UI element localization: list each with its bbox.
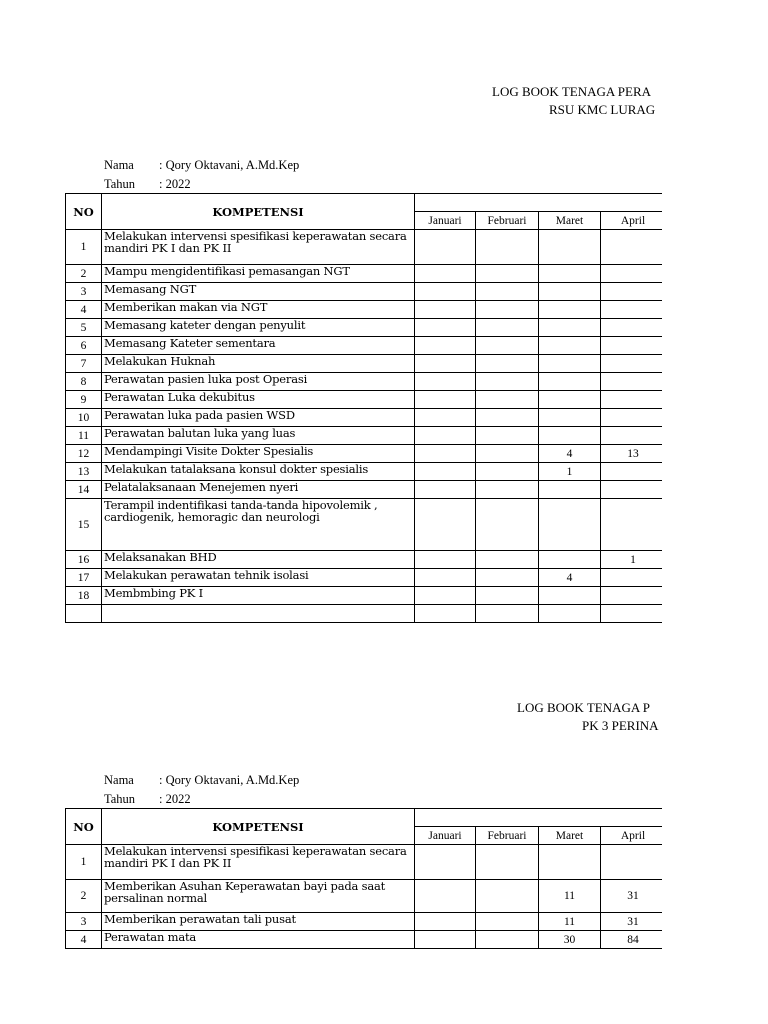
- value-cell-jan: [415, 845, 476, 880]
- section2-name-line: [104, 773, 299, 788]
- value-cell-feb: [476, 373, 539, 391]
- year-label: Tahun: [104, 177, 136, 191]
- row-number: 13: [66, 463, 102, 481]
- value-cell-jan: [415, 605, 476, 623]
- value-cell-mar: 11: [539, 913, 601, 931]
- table-row: [66, 337, 663, 355]
- table-row: [66, 283, 663, 301]
- header-month-jan: Januari: [415, 827, 476, 845]
- value-cell-mar: [539, 587, 601, 605]
- table-row: [66, 265, 663, 283]
- header-competency: KOMPETENSI: [102, 194, 415, 230]
- value-cell-jan: [415, 337, 476, 355]
- section1-year-line: [104, 177, 191, 192]
- value-cell-feb: [476, 409, 539, 427]
- value-cell-jan: [415, 499, 476, 551]
- value-cell-mar: 4: [539, 569, 601, 587]
- value-cell-mar: [539, 283, 601, 301]
- value-cell-apr: [601, 391, 663, 409]
- value-cell-mar: [539, 319, 601, 337]
- value-cell-jan: [415, 569, 476, 587]
- value-cell-feb: [476, 551, 539, 569]
- table-row: [66, 355, 663, 373]
- value-cell-mar: [539, 499, 601, 551]
- value-cell-feb: [476, 301, 539, 319]
- row-number: 16: [66, 551, 102, 569]
- competency-cell: Melaksanakan BHD: [102, 551, 415, 569]
- competency-cell: Melakukan intervensi spesifikasi keperawatan secara mandiri PK I dan PK II: [102, 230, 415, 265]
- row-number: 10: [66, 409, 102, 427]
- section1-title-line2: RSU KMC LURAG: [549, 102, 656, 117]
- row-number: [66, 605, 102, 623]
- competency-cell: Perawatan pasien luka post Operasi: [102, 373, 415, 391]
- competency-cell: Perawatan balutan luka yang luas: [102, 427, 415, 445]
- value-cell-apr: [601, 355, 663, 373]
- table-row: [66, 605, 663, 623]
- table-row: [66, 301, 663, 319]
- table-row: [66, 427, 663, 445]
- table-row: [66, 587, 663, 605]
- table-row: [66, 880, 663, 913]
- row-number: 9: [66, 391, 102, 409]
- value-cell-feb: [476, 391, 539, 409]
- value-cell-feb: [476, 499, 539, 551]
- section2-title-line2: PK 3 PERINA: [582, 718, 659, 733]
- value-cell-jan: [415, 391, 476, 409]
- value-cell-apr: [601, 499, 663, 551]
- competency-cell: [102, 605, 415, 623]
- competency-cell: Terampil indentifikasi tanda-tanda hipovolemik , cardiogenik, hemoragic dan neurologi: [102, 499, 415, 551]
- header-month-group: [415, 194, 663, 212]
- competency-cell: Mendampingi Visite Dokter Spesialis: [102, 445, 415, 463]
- logbook-table-2: [65, 808, 662, 949]
- year-value: : 2022: [159, 177, 191, 191]
- value-cell-jan: [415, 373, 476, 391]
- competency-cell: Memberikan makan via NGT: [102, 301, 415, 319]
- competency-cell: Memasang NGT: [102, 283, 415, 301]
- value-cell-feb: [476, 931, 539, 949]
- table-row: [66, 463, 663, 481]
- value-cell-apr: 13: [601, 445, 663, 463]
- value-cell-feb: [476, 463, 539, 481]
- header-month-feb: Februari: [476, 212, 539, 230]
- value-cell-feb: [476, 481, 539, 499]
- value-cell-feb: [476, 605, 539, 623]
- row-number: 18: [66, 587, 102, 605]
- value-cell-mar: [539, 337, 601, 355]
- value-cell-apr: [601, 230, 663, 265]
- header-competency: KOMPETENSI: [102, 809, 415, 845]
- value-cell-jan: [415, 230, 476, 265]
- value-cell-mar: [539, 605, 601, 623]
- row-number: 6: [66, 337, 102, 355]
- table-row: [66, 551, 663, 569]
- row-number: 4: [66, 301, 102, 319]
- value-cell-feb: [476, 355, 539, 373]
- value-cell-feb: [476, 319, 539, 337]
- competency-cell: Perawatan Luka dekubitus: [102, 391, 415, 409]
- row-number: 7: [66, 355, 102, 373]
- value-cell-mar: [539, 409, 601, 427]
- value-cell-apr: 31: [601, 913, 663, 931]
- section2-title-line1: LOG BOOK TENAGA P: [517, 700, 651, 715]
- header-no: NO: [66, 809, 102, 845]
- row-number: 2: [66, 265, 102, 283]
- value-cell-apr: [601, 845, 663, 880]
- value-cell-feb: [476, 913, 539, 931]
- value-cell-apr: [601, 373, 663, 391]
- row-number: 11: [66, 427, 102, 445]
- value-cell-jan: [415, 880, 476, 913]
- value-cell-mar: 1: [539, 463, 601, 481]
- value-cell-apr: 31: [601, 880, 663, 913]
- table-row: [66, 230, 663, 265]
- row-number: 1: [66, 230, 102, 265]
- value-cell-mar: [539, 845, 601, 880]
- value-cell-feb: [476, 337, 539, 355]
- value-cell-jan: [415, 587, 476, 605]
- header-month-mar: Maret: [539, 827, 601, 845]
- value-cell-mar: [539, 265, 601, 283]
- value-cell-apr: 84: [601, 931, 663, 949]
- value-cell-feb: [476, 845, 539, 880]
- value-cell-mar: [539, 230, 601, 265]
- value-cell-feb: [476, 265, 539, 283]
- value-cell-apr: [601, 605, 663, 623]
- value-cell-apr: [601, 569, 663, 587]
- row-number: 8: [66, 373, 102, 391]
- value-cell-jan: [415, 463, 476, 481]
- row-number: 4: [66, 931, 102, 949]
- table-row: [66, 931, 663, 949]
- value-cell-jan: [415, 319, 476, 337]
- value-cell-jan: [415, 445, 476, 463]
- value-cell-feb: [476, 445, 539, 463]
- value-cell-jan: [415, 427, 476, 445]
- year-value: : 2022: [159, 792, 191, 806]
- table-row: [66, 481, 663, 499]
- table-row: [66, 445, 663, 463]
- value-cell-jan: [415, 913, 476, 931]
- row-number: 3: [66, 913, 102, 931]
- row-number: 15: [66, 499, 102, 551]
- value-cell-feb: [476, 283, 539, 301]
- value-cell-feb: [476, 230, 539, 265]
- row-number: 14: [66, 481, 102, 499]
- value-cell-jan: [415, 931, 476, 949]
- competency-cell: Memberikan perawatan tali pusat: [102, 913, 415, 931]
- value-cell-jan: [415, 283, 476, 301]
- value-cell-apr: [601, 427, 663, 445]
- competency-cell: Memberikan Asuhan Keperawatan bayi pada saat persalinan normal: [102, 880, 415, 913]
- logbook-table-1: [65, 193, 662, 623]
- header-no: NO: [66, 194, 102, 230]
- row-number: 1: [66, 845, 102, 880]
- competency-cell: Melakukan tatalaksana konsul dokter spesialis: [102, 463, 415, 481]
- competency-cell: Memasang Kateter sementara: [102, 337, 415, 355]
- name-label: Nama: [104, 773, 134, 787]
- section1-title-line1: LOG BOOK TENAGA PERA: [492, 84, 652, 99]
- value-cell-mar: [539, 551, 601, 569]
- name-value: : Qory Oktavani, A.Md.Kep: [159, 773, 300, 787]
- name-value: : Qory Oktavani, A.Md.Kep: [159, 158, 300, 172]
- competency-cell: Melakukan Huknah: [102, 355, 415, 373]
- value-cell-mar: 4: [539, 445, 601, 463]
- table-row: [66, 373, 663, 391]
- row-number: 5: [66, 319, 102, 337]
- value-cell-apr: [601, 319, 663, 337]
- header-month-mar: Maret: [539, 212, 601, 230]
- table-row: [66, 845, 663, 880]
- value-cell-mar: [539, 355, 601, 373]
- section2-year-line: [104, 792, 191, 807]
- value-cell-mar: [539, 373, 601, 391]
- table-row: [66, 913, 663, 931]
- value-cell-apr: [601, 265, 663, 283]
- value-cell-apr: [601, 337, 663, 355]
- row-number: 3: [66, 283, 102, 301]
- value-cell-apr: [601, 481, 663, 499]
- competency-cell: Mampu mengidentifikasi pemasangan NGT: [102, 265, 415, 283]
- table-row: [66, 319, 663, 337]
- name-label: Nama: [104, 158, 134, 172]
- value-cell-mar: 11: [539, 880, 601, 913]
- value-cell-jan: [415, 409, 476, 427]
- value-cell-apr: [601, 283, 663, 301]
- value-cell-apr: [601, 301, 663, 319]
- competency-cell: Memasang kateter dengan penyulit: [102, 319, 415, 337]
- competency-cell: Perawatan luka pada pasien WSD: [102, 409, 415, 427]
- value-cell-feb: [476, 880, 539, 913]
- value-cell-mar: 30: [539, 931, 601, 949]
- value-cell-mar: [539, 391, 601, 409]
- table-row: [66, 499, 663, 551]
- value-cell-apr: [601, 409, 663, 427]
- value-cell-apr: [601, 463, 663, 481]
- competency-cell: Membmbing PK I: [102, 587, 415, 605]
- competency-cell: Perawatan mata: [102, 931, 415, 949]
- header-month-apr: April: [601, 212, 663, 230]
- table-row: [66, 409, 663, 427]
- value-cell-feb: [476, 427, 539, 445]
- competency-cell: Melakukan perawatan tehnik isolasi: [102, 569, 415, 587]
- header-month-apr: April: [601, 827, 663, 845]
- value-cell-jan: [415, 481, 476, 499]
- section1-name-line: [104, 158, 299, 173]
- value-cell-jan: [415, 551, 476, 569]
- value-cell-jan: [415, 265, 476, 283]
- value-cell-feb: [476, 569, 539, 587]
- value-cell-feb: [476, 587, 539, 605]
- value-cell-mar: [539, 301, 601, 319]
- row-number: 2: [66, 880, 102, 913]
- table-row: [66, 569, 663, 587]
- row-number: 17: [66, 569, 102, 587]
- value-cell-apr: 1: [601, 551, 663, 569]
- header-month-feb: Februari: [476, 827, 539, 845]
- value-cell-mar: [539, 481, 601, 499]
- value-cell-mar: [539, 427, 601, 445]
- header-month-group: [415, 809, 663, 827]
- year-label: Tahun: [104, 792, 136, 806]
- value-cell-jan: [415, 301, 476, 319]
- table-row: [66, 391, 663, 409]
- value-cell-jan: [415, 355, 476, 373]
- competency-cell: Melakukan intervensi spesifikasi keperawatan secara mandiri PK I dan PK II: [102, 845, 415, 880]
- competency-cell: Pelatalaksanaan Menejemen nyeri: [102, 481, 415, 499]
- row-number: 12: [66, 445, 102, 463]
- value-cell-apr: [601, 587, 663, 605]
- header-month-jan: Januari: [415, 212, 476, 230]
